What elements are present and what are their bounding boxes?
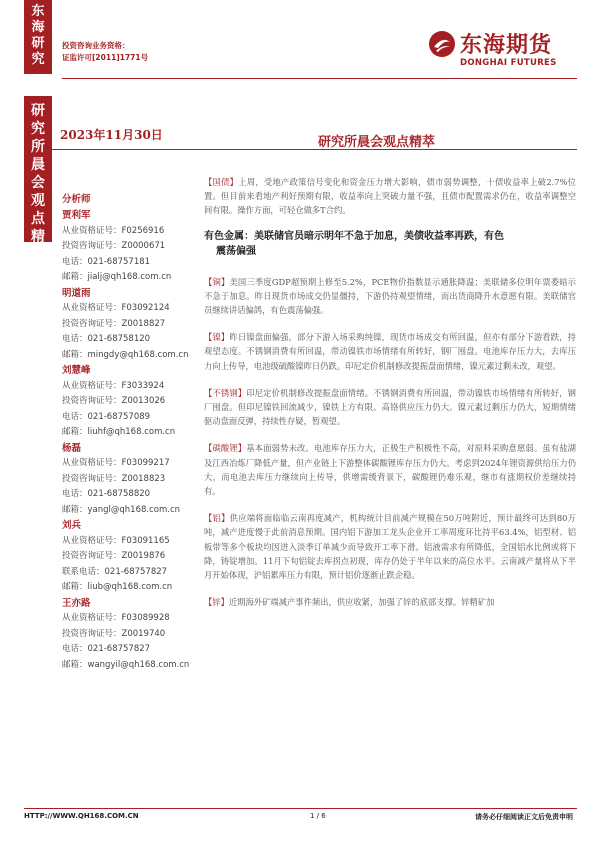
analyst-card — [62, 441, 192, 519]
side-tab-char: 精 — [31, 229, 45, 245]
paragraph-nickel — [204, 330, 576, 373]
analyst-detail: 投资咨询证号：Z0000671 — [62, 241, 166, 251]
paragraph-tag: 【碳酸锂】 — [204, 443, 247, 454]
paragraph-zinc — [204, 595, 576, 609]
analyst-name: 王亦路 — [62, 597, 91, 609]
paragraph-text: 美国三季度GDP超预期上修至5.2%，PCE物价指数显示通胀降温；美联储多位明年票委暗示不急于加息。昨日现货市场成交仍显僵持，下游仍持观望情绪，而出货商降升水意愿有限。美联储官员继续讲话偏鸽，有色震荡偏强。 — [204, 276, 576, 316]
side-tab-char: 萃 — [31, 247, 45, 263]
section-heading-line: 有色金属：美联储官员暗示明年不急于加息，美债收益率再跌，有色 — [204, 230, 504, 242]
company-logo — [428, 28, 576, 72]
analyst-detail: 从业资格证号：F03092124 — [62, 303, 170, 313]
analyst-detail: 投资咨询证号：Z0019740 — [62, 628, 166, 639]
side-tab-char: 会 — [31, 175, 45, 191]
paragraph-copper — [204, 275, 576, 318]
analyst-email[interactable]: 邮箱：jialj@qh168.com.cn — [62, 272, 172, 282]
paragraph-text: 供应端将面临临云南再度减产，机构统计目前减产规模在50万吨附近，预计最终可达到80万吨，减产进度慢于此前消息预期。国内铝下游加工龙头企业开工率周度环比持平63.4%，铝型材、铝板带等多个板块均因进入淡季订单减少而导致开工率下滑。铝液需求有所降低，全国铝水比例或将下降，铸锭增加。11月下旬铝锭去库拐点初现，库存仍处于半年以来的高位水平。云南减产量将从下半月开始体现，沪铝累库压力有限，预计铝价逐渐止跌企稳。 — [204, 513, 576, 581]
qualification-line: 证监许可[2011]1771号 — [62, 53, 149, 62]
paragraph-tag: 【不锈钢】 — [204, 387, 247, 398]
logo-mark-icon — [428, 30, 456, 58]
side-tab-char: 所 — [31, 139, 45, 155]
analyst-card — [62, 363, 192, 441]
side-tab-char: 研 — [31, 103, 45, 119]
side-tab-dongHai-research — [24, 0, 52, 74]
side-tab-char: 究 — [31, 52, 45, 67]
logo-text-en: DONGHAI FUTURES — [460, 58, 557, 68]
paragraph-aluminum — [204, 511, 576, 582]
report-date: 2023年11月30日 — [60, 128, 163, 142]
analyst-name: 刘慧峰 — [62, 365, 91, 376]
paragraph-stainless — [204, 386, 576, 429]
analyst-detail: 从业资格证号：F03099217 — [62, 458, 170, 468]
paragraph-tag: 【镍】 — [204, 332, 230, 343]
analyst-heading: 分析师 — [62, 194, 91, 205]
analyst-panel — [62, 192, 192, 673]
section-heading-line: 震荡偏强 — [216, 245, 256, 257]
paragraph-lithium — [204, 441, 576, 498]
side-tab-char: 晨 — [31, 157, 45, 173]
analyst-email[interactable]: 邮箱：liuhf@qh168.com.cn — [62, 427, 176, 437]
paragraph-treasury — [204, 175, 576, 218]
analyst-phone: 电话：021-68757181 — [62, 256, 151, 267]
analyst-card — [62, 596, 192, 674]
paragraph-tag: 【铝】 — [204, 513, 230, 524]
report-title: 研究所晨会观点精萃 — [318, 135, 436, 150]
analyst-detail: 从业资格证号：F3033924 — [62, 380, 165, 391]
paragraph-tag: 【锌】 — [204, 597, 229, 608]
analyst-email[interactable]: 邮箱：yangl@qh168.com.cn — [62, 504, 181, 515]
analyst-detail: 从业资格证号：F03091165 — [62, 535, 170, 546]
analyst-name: 贾利军 — [62, 210, 91, 221]
qualification-note — [62, 40, 148, 64]
analyst-name: 明道雨 — [62, 287, 91, 299]
paragraph-tag: 【国债】 — [204, 177, 239, 187]
analyst-card — [62, 518, 192, 596]
side-tab-char: 点 — [31, 211, 45, 227]
analyst-detail: 投资咨询证号：Z0018827 — [62, 318, 166, 329]
analyst-email[interactable]: 邮箱：mingdy@qh168.com.cn — [62, 349, 189, 360]
paragraph-text: 昨日镍盘面偏强，部分下游入场采购纯镍，现货市场成交有所回温，但亦有部分下游看跌，持观望态度。不锈钢消费有所回温，带动镍铁市场情绪有所转好，钢厂囤盘。电池库存压力大，去库压力向上传导，电池级硫酸镍昨日仍跌。印尼定价机制修改提振盘面情绪，镍元素过剩未改，观望。 — [204, 332, 576, 371]
analyst-detail: 投资咨询证号：Z0013026 — [62, 396, 166, 406]
analyst-name: 杨磊 — [62, 442, 82, 454]
logo-text-cn: 东海期货 — [460, 32, 553, 58]
analyst-card — [62, 286, 192, 364]
analyst-detail: 投资咨询证号：Z0018823 — [62, 473, 166, 484]
analyst-detail: 从业资格证号：F0256916 — [62, 225, 165, 236]
paragraph-text: 基本面弱势未改。电池库存压力大，正极生产积极性不高，对原料采购意愿弱。虽有盐湖及江西冶炼厂降低产量，但产业链上下游整体碳酸锂库存压力仍大。考虑到2024年锂资源供给压力仍大，而电池去库压力继续向上传导，供增需缓背景下，碳酸锂仍难乐观，继市有涨期权价差继续持有。 — [204, 443, 576, 497]
footer-divider — [24, 808, 577, 809]
report-body — [204, 175, 576, 622]
paragraph-tag: 【铜】 — [204, 276, 230, 287]
header-divider — [62, 78, 577, 79]
analyst-card — [62, 208, 192, 286]
footer-website-link[interactable]: HTTP://WWW.QH168.COM.CN — [24, 812, 139, 820]
analyst-phone: 联系电话：021-68757827 — [62, 566, 168, 577]
analyst-phone: 电话：021-68757089 — [62, 411, 151, 422]
footer-disclaimer: 请务必仔细阅读正文后免责申明 — [475, 813, 573, 821]
analyst-email[interactable]: 邮箱：liub@qh168.com.cn — [62, 582, 173, 592]
analyst-name: 刘兵 — [62, 520, 82, 531]
paragraph-text: 印尼定价机制修改提振盘面情绪。不锈钢消费有所回温，带动镍铁市场情绪有所转好，钢厂囤盘。但印尼镍铁回流减少，镍铁上方有限。高铬供应压力仍大。镍元素过剩压力仍大，短期情绪驱动盘面反弹，持续性存疑，暂观望。 — [204, 387, 576, 427]
side-tab-char: 观 — [31, 193, 45, 209]
side-tab-char: 东 — [31, 4, 45, 19]
paragraph-text: 上周，受地产政策信号变化和资金压力增大影响，债市弱势调整，十债收益率上破2.7%位置。但目前来看地产利好预期有限，收益率向上突破力量不强，且债市配置需求仍在，收益率调整空间有限。操作方面，可轻仓做多T合约。 — [204, 177, 576, 216]
side-tab-char: 研 — [31, 36, 45, 51]
side-tab-char: 海 — [31, 20, 45, 35]
side-tab-report-type — [24, 96, 52, 263]
footer-page-number: 1 / 6 — [310, 812, 326, 820]
analyst-detail: 投资咨询证号：Z0019876 — [62, 551, 166, 561]
paragraph-text: 近期海外矿端减产事件频出，供应收紧，加强了锌的底部支撑。锌精矿加 — [228, 597, 495, 608]
analyst-detail: 从业资格证号：F03089928 — [62, 613, 170, 623]
analyst-email[interactable]: 邮箱：wangyil@qh168.com.cn — [62, 659, 190, 670]
section-heading-metals — [204, 229, 576, 259]
title-divider — [52, 149, 577, 150]
analyst-phone: 电话：021-68758820 — [62, 489, 151, 499]
analyst-phone: 电话：021-68758120 — [62, 334, 151, 344]
side-tab-char: 究 — [31, 121, 45, 137]
qualification-line: 投资咨询业务资格： — [62, 41, 130, 50]
analyst-phone: 电话：021-68757827 — [62, 644, 151, 654]
